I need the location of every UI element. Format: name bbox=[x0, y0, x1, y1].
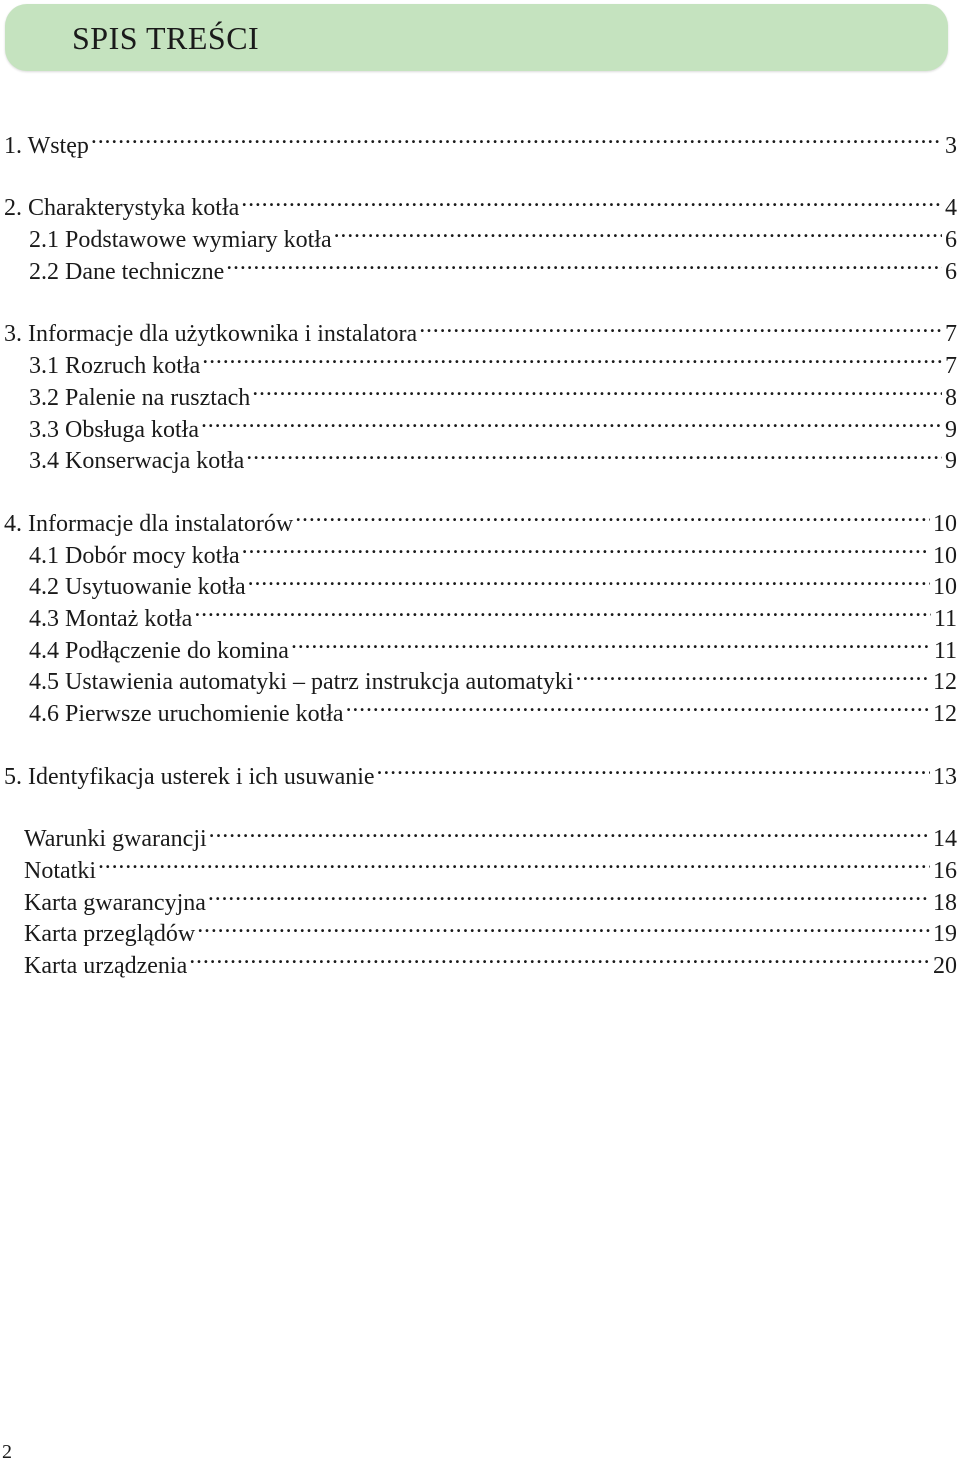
toc-entry-title: 4. Informacje dla instalatorów bbox=[4, 510, 294, 537]
toc-leader-dots bbox=[209, 815, 930, 847]
table-of-contents bbox=[0, 121, 960, 1004]
toc-group bbox=[0, 310, 960, 475]
toc-entry-title: Karta urządzenia bbox=[24, 953, 188, 980]
toc-entry-page: 3 bbox=[945, 132, 957, 159]
toc-leader-dots bbox=[91, 121, 942, 153]
toc-leader-dots bbox=[295, 499, 930, 531]
toc-leader-dots bbox=[226, 247, 942, 279]
toc-entry-title: 4.5 Ustawienia automatyki – patrz instrukcja automatyki bbox=[29, 669, 574, 696]
toc-entry-title: 2. Charakterystyka kotła bbox=[4, 195, 240, 222]
toc-entry-title: 3.4 Konserwacja kotła bbox=[29, 448, 245, 475]
toc-entry-page: 12 bbox=[933, 701, 957, 727]
toc-leader-dots bbox=[248, 563, 930, 595]
toc-entry-title: 2.1 Podstawowe wymiary kotła bbox=[29, 227, 332, 254]
toc-entry-page: 9 bbox=[945, 416, 957, 443]
toc-leader-dots bbox=[208, 878, 930, 910]
toc-entry-page: 19 bbox=[933, 921, 957, 948]
toc-leader-dots bbox=[377, 752, 930, 784]
page-title: SPIS TREŚCI bbox=[72, 20, 260, 56]
toc-group bbox=[0, 184, 960, 285]
toc-entry-title: 4.2 Usytuowanie kotła bbox=[29, 574, 246, 601]
toc-entry-page: 10 bbox=[933, 510, 957, 537]
toc-group bbox=[0, 121, 960, 159]
toc-entry-title: 4.1 Dobór mocy kotła bbox=[29, 542, 240, 569]
toc-entry-page: 6 bbox=[945, 258, 957, 285]
toc-entry[interactable] bbox=[0, 310, 960, 348]
toc-leader-dots bbox=[202, 341, 942, 373]
header-band bbox=[5, 4, 948, 71]
toc-leader-dots bbox=[241, 184, 942, 216]
toc-leader-dots bbox=[252, 373, 942, 405]
toc-entry-page: 14 bbox=[933, 826, 957, 853]
toc-entry-title: 5. Identyfikacja usterek i ich usuwanie bbox=[4, 763, 375, 790]
toc-entry-page: 10 bbox=[933, 574, 957, 601]
toc-entry[interactable] bbox=[0, 184, 960, 222]
toc-entry[interactable] bbox=[0, 815, 960, 853]
toc-leader-dots bbox=[98, 846, 930, 878]
toc-entry-title: 3.3 Obsługa kotła bbox=[29, 416, 199, 443]
toc-entry-page: 4 bbox=[945, 195, 957, 222]
toc-entry-page: 13 bbox=[933, 763, 957, 790]
toc-leader-dots bbox=[576, 658, 930, 690]
toc-group bbox=[0, 499, 960, 727]
toc-entry-title: Notatki bbox=[24, 858, 96, 885]
toc-entry-page: 7 bbox=[945, 353, 957, 380]
toc-entry-page: 11 bbox=[933, 637, 957, 664]
toc-entry-title: 2.2 Dane techniczne bbox=[29, 258, 225, 285]
toc-leader-dots bbox=[189, 941, 930, 973]
toc-entry-page: 20 bbox=[933, 953, 957, 980]
toc-entry[interactable] bbox=[0, 121, 960, 159]
toc-entry[interactable] bbox=[0, 878, 960, 916]
toc-entry-page: 9 bbox=[945, 448, 957, 475]
toc-group bbox=[0, 752, 960, 790]
toc-leader-dots bbox=[291, 626, 931, 658]
toc-leader-dots bbox=[242, 531, 930, 563]
toc-entry-title: 3. Informacje dla użytkownika i instalatora bbox=[4, 321, 418, 348]
toc-entry-page: 7 bbox=[945, 321, 957, 348]
toc-entry[interactable] bbox=[0, 752, 960, 790]
toc-entry[interactable] bbox=[0, 846, 960, 885]
toc-entry-title: Warunki gwarancji bbox=[24, 826, 207, 853]
toc-entry-page: 18 bbox=[933, 889, 957, 916]
toc-leader-dots bbox=[334, 215, 942, 247]
toc-entry-title: 4.6 Pierwsze uruchomienie kotła bbox=[29, 701, 344, 727]
toc-leader-dots bbox=[346, 689, 930, 721]
toc-entry-title: 3.1 Rozruch kotła bbox=[29, 353, 201, 380]
toc-entry-page: 10 bbox=[933, 542, 957, 569]
toc-entry-title: Karta przeglądów bbox=[24, 921, 196, 948]
toc-leader-dots bbox=[246, 437, 942, 469]
toc-entry-title: 1. Wstęp bbox=[4, 132, 89, 159]
toc-leader-dots bbox=[419, 310, 942, 342]
toc-entry-page: 16 bbox=[933, 858, 957, 885]
toc-entry-title: 4.3 Montaż kotła bbox=[29, 605, 193, 632]
toc-group bbox=[0, 815, 960, 980]
toc-entry-page: 8 bbox=[945, 384, 957, 411]
toc-entry-title: 4.4 Podłączenie do komina bbox=[29, 637, 289, 664]
toc-entry-title: Karta gwarancyjna bbox=[24, 889, 206, 916]
toc-entry-page: 6 bbox=[945, 227, 957, 254]
toc-leader-dots bbox=[201, 405, 942, 437]
toc-leader-dots bbox=[197, 910, 930, 942]
toc-entry[interactable] bbox=[0, 499, 960, 537]
toc-entry-page: 12 bbox=[933, 669, 957, 696]
toc-leader-dots bbox=[194, 594, 931, 626]
toc-entry-page: 11 bbox=[933, 605, 957, 632]
toc-entry-title: 3.2 Palenie na rusztach bbox=[29, 384, 251, 411]
page-number: 2 bbox=[2, 1441, 12, 1463]
